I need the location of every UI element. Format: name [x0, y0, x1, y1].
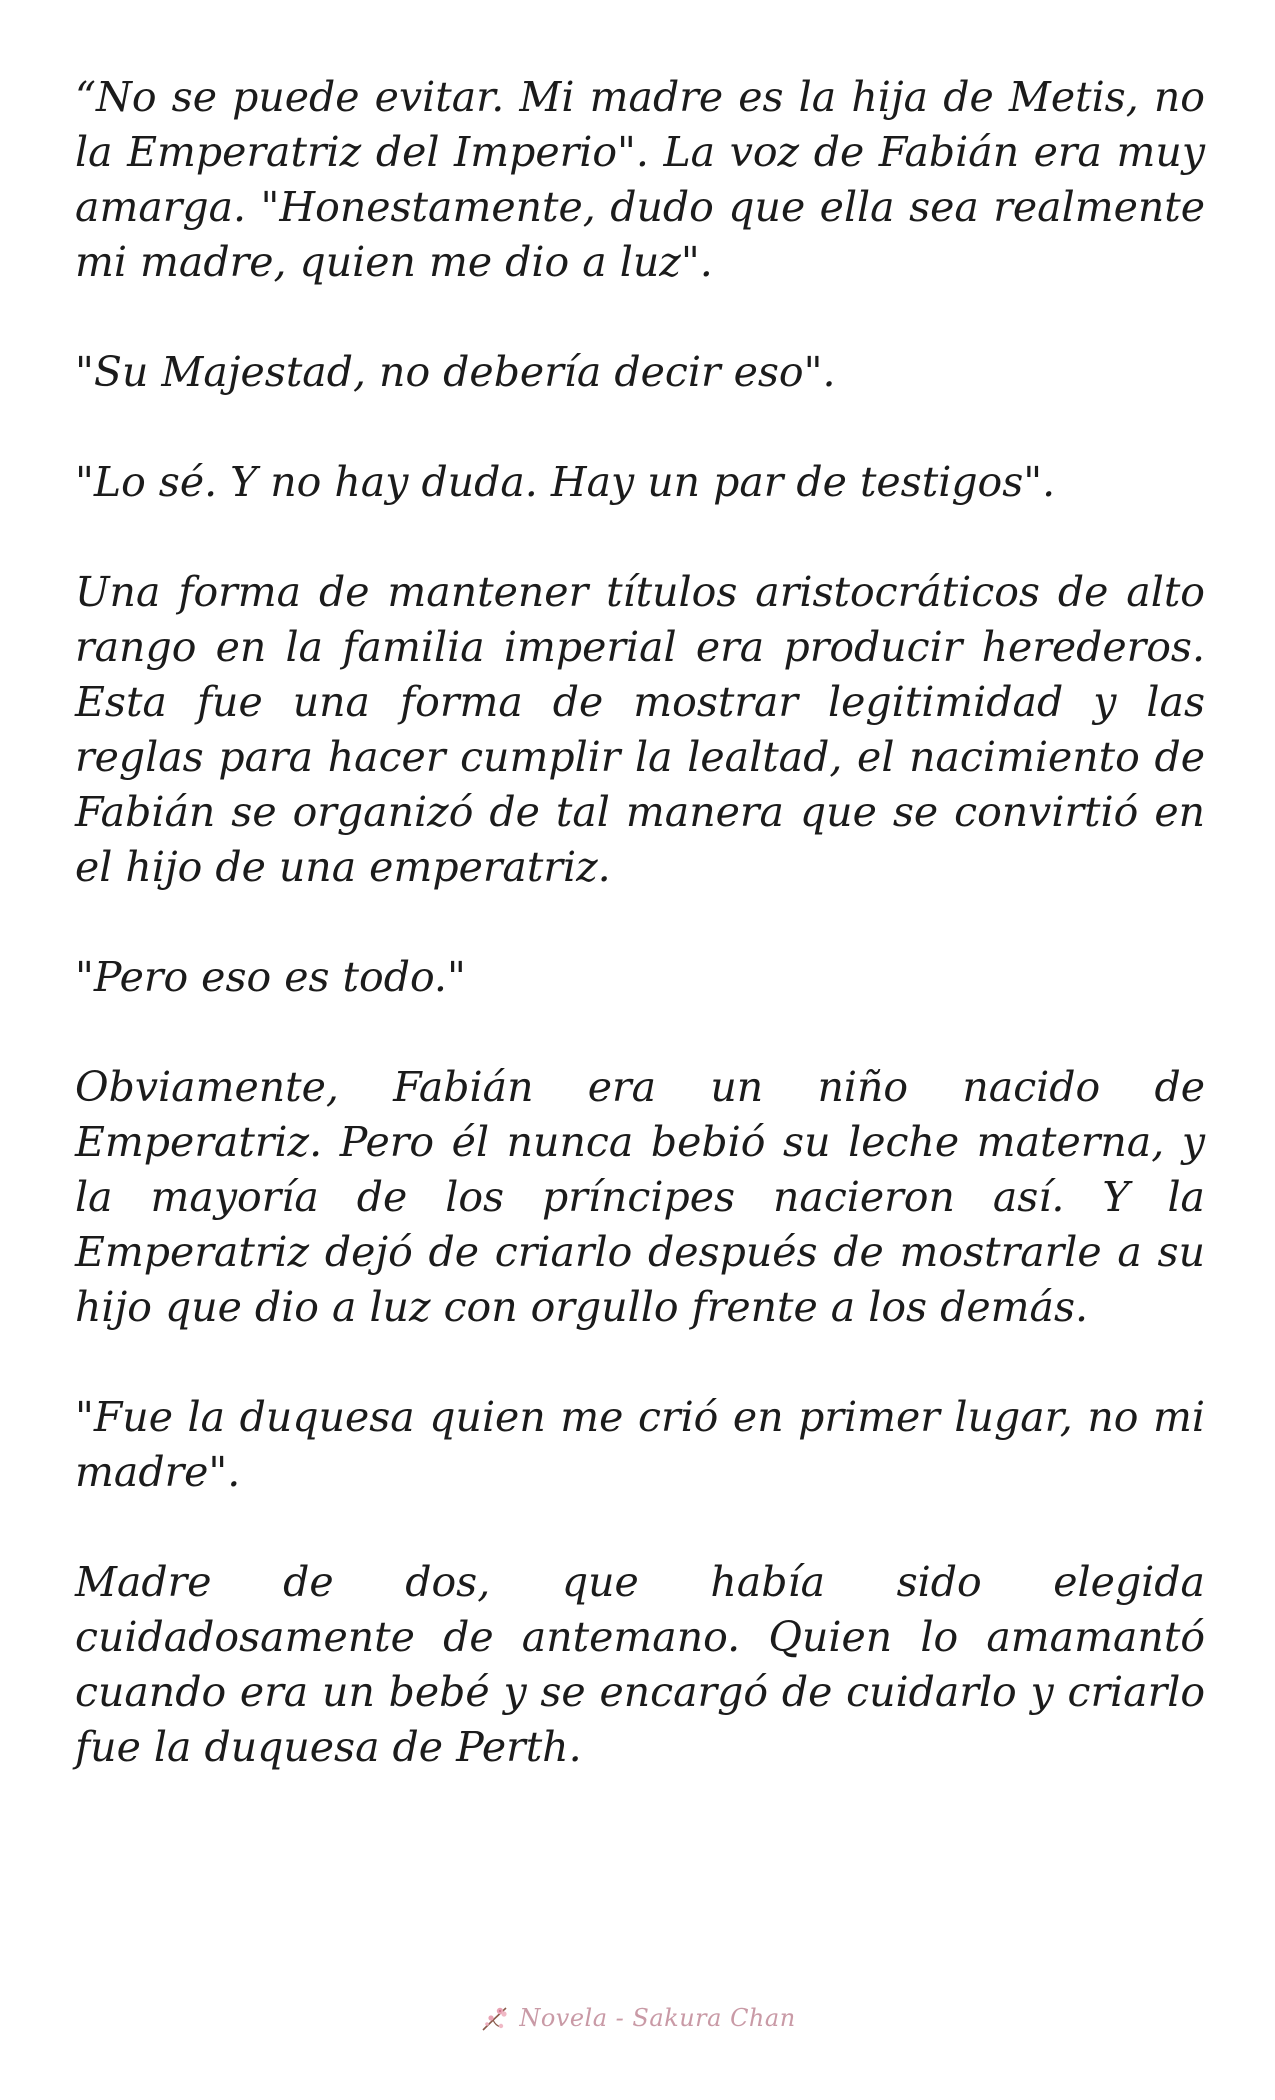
- watermark: [0, 1998, 1275, 2038]
- paragraph-6: Obviamente, Fabián era un niño nacido de Emperatriz. Pero él nunca bebió su leche materna, y la mayoría de los príncipes nacieron así. Y la Emperatriz dejó de criarlo después de mostrarle a su hijo que dio a luz con orgullo frente a los demás.: [75, 1063, 1205, 1331]
- paragraph-7: "Fue la duquesa quien me crió en primer lugar, no mi madre".: [75, 1393, 1205, 1496]
- paragraph-3: "Lo sé. Y no hay duda. Hay un par de testigos".: [75, 458, 1056, 506]
- cherry-blossom-icon: [479, 2002, 511, 2034]
- paragraph-5: "Pero eso es todo.": [75, 953, 466, 1001]
- watermark-text: Novela - Sakura Chan: [519, 2004, 796, 2032]
- paragraph-8: Madre de dos, que había sido elegida cuidadosamente de antemano. Quien lo amamantó cuando era un bebé y se encargó de cuidarlo y criarlo fue la duquesa de Perth.: [75, 1558, 1205, 1771]
- paragraph-1: “No se puede evitar. Mi madre es la hija de Metis, no la Emperatriz del Imperio". La voz de Fabián era muy amarga. "Honestamente, dudo que ella sea realmente mi madre, quien me dio a luz".: [75, 73, 1205, 286]
- story-text: [75, 70, 1205, 1830]
- paragraph-2: "Su Majestad, no debería decir eso".: [75, 348, 836, 396]
- paragraph-4: Una forma de mantener títulos aristocráticos de alto rango en la familia imperial era producir herederos. Esta fue una forma de mostrar legitimidad y las reglas para hacer cumplir la lealtad, el nacimiento de Fabián se organizó de tal manera que se convirtió en el hijo de una emperatriz.: [75, 568, 1205, 891]
